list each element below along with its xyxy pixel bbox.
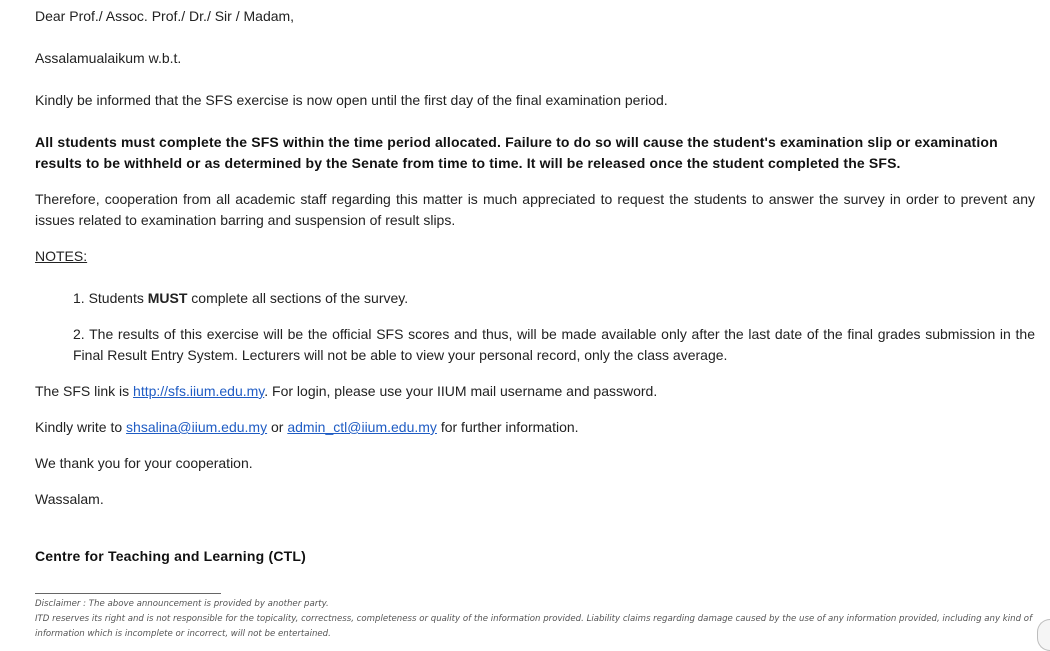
- note-item-1: [73, 288, 1035, 309]
- closing-line: Wassalam.: [35, 491, 104, 507]
- note-item-1-prefix: 1. Students: [73, 290, 148, 306]
- contact-line: [35, 417, 579, 438]
- signature: Centre for Teaching and Learning (CTL): [35, 548, 307, 564]
- email-link-admin-ctl[interactable]: admin_ctl@iium.edu.my: [287, 419, 437, 435]
- email-link-shsalina[interactable]: shsalina@iium.edu.my: [126, 419, 268, 435]
- disclaimer-line-3: information which is incomplete or incorrect, will not be entertained.: [35, 629, 331, 639]
- disclaimer-line-2: ITD reserves its right and is not responsible for the topicality, correctness, completeness or quality of the information provided. Liability claims regarding damage caused by the use of any information provided, including any kind of: [35, 614, 1033, 624]
- contact-middle: or: [267, 419, 288, 435]
- sfs-link-suffix: . For login, please use your IIUM mail username and password.: [264, 383, 658, 399]
- sfs-link-line: [35, 381, 657, 402]
- disclaimer-divider: [35, 593, 221, 594]
- contact-suffix: for further information.: [436, 419, 579, 435]
- bold-notice-line-2: results to be withheld or as determined by the Senate from time to time. It will be released once the student completed the SFS.: [35, 155, 901, 171]
- thanks-line: We thank you for your cooperation.: [35, 455, 253, 471]
- intro-paragraph: Kindly be informed that the SFS exercise is now open until the first day of the final examination period.: [35, 92, 668, 108]
- cooperation-paragraph: Therefore, cooperation from all academic staff regarding this matter is much appreciated to request the students to answer the survey in order to prevent any issues related to examination barring and suspension of result slips.: [35, 191, 1035, 228]
- notes-heading: NOTES:: [35, 248, 88, 264]
- greeting: Dear Prof./ Assoc. Prof./ Dr./ Sir / Madam,: [35, 8, 295, 24]
- sfs-link-prefix: The SFS link is: [35, 383, 134, 399]
- note-item-1-suffix: complete all sections of the survey.: [187, 290, 409, 306]
- scroll-handle[interactable]: [1037, 619, 1050, 651]
- salutation: Assalamualaikum w.b.t.: [35, 50, 182, 66]
- contact-prefix: Kindly write to: [35, 419, 127, 435]
- sfs-link[interactable]: http://sfs.iium.edu.my: [133, 383, 265, 399]
- note-item-2: 2. The results of this exercise will be the official SFS scores and thus, will be made available only after the last date of the final grades submission in the Final Result Entry System. Lecturers will not be able to view your personal record, only the class average.: [73, 326, 1035, 363]
- disclaimer-line-1: Disclaimer : The above announcement is provided by another party.: [35, 599, 329, 609]
- bold-notice-line-1: All students must complete the SFS within the time period allocated. Failure to do so will cause the student's examination slip or examination: [35, 134, 998, 150]
- note-item-1-emphasis: MUST: [147, 290, 188, 306]
